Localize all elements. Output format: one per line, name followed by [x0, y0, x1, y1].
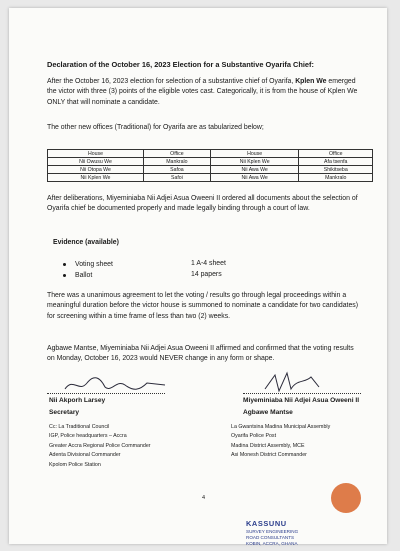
table-cell: Nii Kplen We: [48, 174, 144, 182]
table-cell: Nii Kplen We: [210, 158, 299, 166]
table-cell: Mankralo: [299, 174, 373, 182]
cc-item: Kpolom Police Station: [49, 461, 101, 468]
cc-item: Adenta Divisional Commander: [49, 452, 121, 459]
offices-table: [47, 149, 373, 182]
winning-house: Kplen We: [295, 78, 327, 85]
right-signatory-name: Miyeminiaba Nii Adjei Asua Oweeni II: [243, 397, 360, 404]
table-row: [48, 166, 373, 174]
cc-item: La Gwantsina Madina Municipal Assembly: [231, 424, 331, 430]
stamp-line: SURVEY ENGINEERING: [246, 529, 299, 534]
table-cell: Shikitseba: [299, 166, 373, 174]
cc-item: Greater Accra Regional Police Commander: [49, 442, 151, 449]
evidence-value: 1 A-4 sheet: [191, 260, 226, 267]
evidence-item: [63, 272, 92, 279]
right-signature-icon: [259, 369, 329, 395]
left-signatory-name: Nii Akporh Larsey: [49, 397, 106, 404]
evidence-label: Ballot: [75, 272, 93, 279]
bullet-icon: [63, 263, 66, 266]
cc-item: Asi Monesh District Commander: [231, 452, 307, 459]
document-page: [9, 8, 387, 544]
cc-list-left: [49, 423, 151, 470]
left-signatory-title: Secretary: [49, 409, 80, 416]
table-cell: Nii Awa We: [210, 174, 299, 182]
right-signature-line: [243, 393, 361, 394]
cc-item: IGP, Police headquarters – Accra: [49, 433, 127, 440]
stamp-title: KASSUNU: [246, 519, 287, 528]
wax-seal-icon: [331, 483, 361, 513]
table-cell: Nii Owusu We: [48, 158, 144, 166]
table-header: House: [210, 150, 299, 158]
table-row: [48, 158, 373, 166]
left-signature-icon: [61, 373, 171, 395]
evidence-title: Evidence (available): [53, 239, 119, 246]
stamp-line: ROAD CONSULTANTS: [246, 535, 295, 540]
paragraph-affirmation: Agbawe Mantse, Miyeminiaba Nii Adjei Asua Oweeni II affirmed and confirmed that the voting results on Monday, October 16, 2023 would NEVER change in any form or shape.: [47, 345, 354, 363]
table-header: Office: [299, 150, 373, 158]
bullet-icon: [63, 274, 66, 277]
table-cell: Safoi: [143, 174, 210, 182]
table-cell: Afa tsenfa: [299, 158, 373, 166]
evidence-item: [63, 261, 113, 268]
stamp-line: KOBIN, ACCRA, GHANA: [246, 541, 298, 546]
left-signature-line: [47, 393, 165, 394]
table-cell: Nii Otopa We: [48, 166, 144, 174]
table-row: [48, 174, 373, 182]
p1-part-a: After the October 16, 2023 election for selection of a substantive chief of Oyarifa,: [47, 78, 296, 85]
table-cell: Nii Awa We: [210, 166, 299, 174]
document-heading: Declaration of the October 16, 2023 Election for a Substantive Oyarifa Chief:: [47, 60, 314, 69]
cc-item: Madina District Assembly, MCE: [231, 442, 305, 449]
cc-item: Cc: La Traditional Council: [49, 424, 110, 430]
table-cell: Mankralo: [143, 158, 210, 166]
cc-list-right: [231, 423, 330, 461]
page-number: 4: [202, 495, 206, 501]
cc-item: Oyarifa Police Post: [231, 433, 277, 440]
paragraph-election-result: [47, 77, 362, 108]
p1-part-c: emerged the victor with three (3) points of the eligible votes cast. Categorically, it is from the house of Kplen We ONLY that will nominate a candidate.: [47, 78, 358, 106]
evidence-value: 14 papers: [191, 271, 222, 278]
table-header: House: [48, 150, 144, 158]
paragraph-deliberations: After deliberations, Miyeminiaba Nii Adjei Asua Oweeni II ordered all documents about the selection of Oyarifa chief be documented properly and made legally binding through a court of law.: [47, 195, 358, 213]
table-cell: Safoa: [143, 166, 210, 174]
evidence-label: Voting sheet: [75, 261, 113, 268]
paragraph-offices-intro: The other new offices (Traditional) for Oyarifa are as tabularized below;: [47, 124, 264, 131]
table-header: Office: [143, 150, 210, 158]
paragraph-agreement: There was a unanimous agreement to let the voting / results go through legal proceedings within a meaningful duration before the victor house is summoned to nominate a candidate for two candidates) for screening within a time frame of less than two (2) weeks.: [47, 292, 359, 320]
table-header-row: [48, 150, 373, 158]
right-signatory-title: Agbawe Mantse: [243, 409, 293, 416]
